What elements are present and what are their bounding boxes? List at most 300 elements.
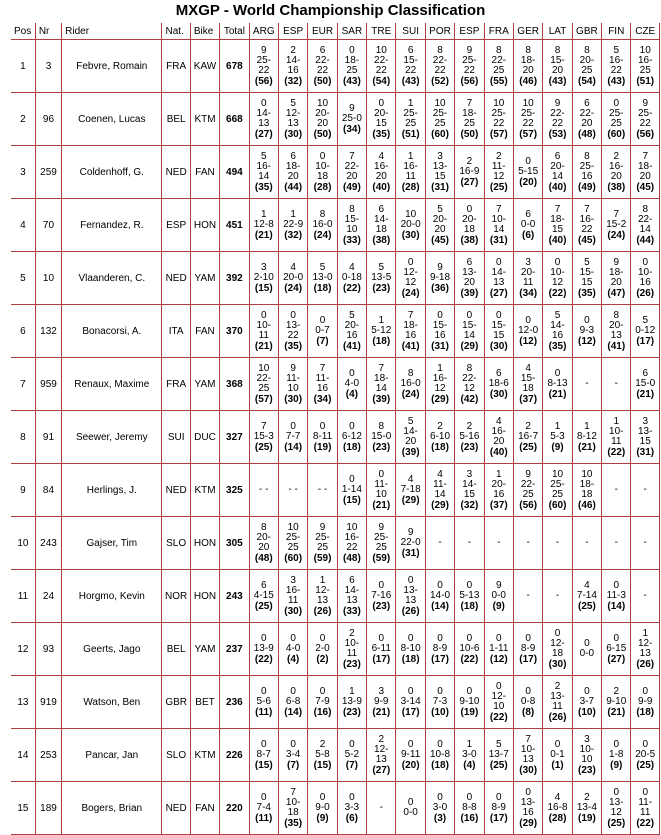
round-points-total: (22) [254, 653, 273, 665]
race-result-line: 22- [579, 107, 595, 119]
race-result-line: 16- [256, 160, 271, 172]
round-result-cell [484, 782, 513, 835]
race-result-line: 6 [584, 97, 590, 109]
round-result-cell [543, 517, 572, 570]
round-result-cell [631, 464, 660, 517]
rider-total-points: 368 [220, 358, 249, 411]
race-result-line: 0 [290, 309, 296, 321]
round-points-total: (17) [372, 653, 391, 665]
rider-bike: DUC [190, 411, 219, 464]
round-result-cell [249, 782, 278, 835]
round-result-cell [484, 358, 513, 411]
race-result-line: 0 [642, 256, 648, 268]
race-result-line: 0 [319, 632, 326, 644]
round-points-total: (38) [460, 234, 479, 246]
round-result-cell [572, 623, 601, 676]
table-row [11, 199, 660, 252]
race-result-line: 0 [378, 579, 385, 591]
race-result-line: 8-9 [432, 642, 448, 654]
round-result-cell [425, 411, 454, 464]
round-points-total: (9) [492, 600, 505, 612]
round-points-total: (32) [284, 75, 303, 87]
race-result-line: 6 [290, 150, 296, 162]
race-result-line: 3-7 [579, 695, 595, 707]
race-result-line: 13-9 [341, 695, 362, 707]
race-result-line: 25 [375, 541, 387, 553]
race-result-line: 5-13 [459, 589, 480, 601]
round-result-cell [278, 305, 307, 358]
race-result-line: 16- [344, 531, 360, 543]
round-points-total: (21) [254, 340, 273, 352]
race-result-line: 16- [491, 425, 506, 437]
header-round: ESP [278, 23, 307, 40]
rider-bike: FAN [190, 146, 219, 199]
race-result-line: 25 [551, 488, 564, 500]
round-points-total: (40) [548, 234, 567, 246]
round-points-total: (23) [342, 658, 361, 670]
race-result-line: 4 [437, 468, 443, 480]
round-points-total: (18) [313, 282, 332, 294]
round-points-total: (9) [610, 759, 623, 771]
round-points-total: (41) [401, 340, 420, 352]
round-points-total: (18) [431, 759, 449, 771]
race-result-line: 7-3 [432, 695, 448, 707]
round-points-total: (39) [372, 393, 391, 405]
race-result-line: 25- [374, 531, 389, 543]
round-result-cell [455, 146, 484, 199]
race-result-line: 0-0 [579, 648, 595, 659]
race-result-line: 22- [491, 54, 506, 66]
race-result-line: 20 [405, 435, 417, 447]
round-points-total: (39) [460, 287, 479, 299]
round-result-cell [513, 358, 542, 411]
rider-total-points: 392 [220, 252, 249, 305]
round-result-cell [572, 517, 601, 570]
race-result-line: 25- [609, 107, 624, 119]
header-nat: Nat. [162, 23, 190, 40]
race-result-line: 14 [463, 329, 475, 341]
table-row [11, 93, 660, 146]
round-result-cell [249, 40, 278, 93]
race-result-line: 18 [463, 223, 475, 235]
race-result-line: 22 [463, 64, 475, 76]
round-result-cell [572, 199, 601, 252]
race-result-line: 10 [493, 97, 505, 109]
race-result-line: 14 [375, 382, 387, 394]
round-result-cell [249, 570, 278, 623]
race-result-line: 10- [344, 637, 360, 649]
race-result-line: 15-3 [253, 430, 274, 442]
race-result-line: 0 [290, 685, 296, 697]
race-result-line: 7-9 [315, 695, 330, 707]
race-result-line: 10 [287, 521, 299, 533]
race-result-line: 1 [437, 362, 443, 374]
rider-position: 7 [11, 358, 35, 411]
round-result-cell [249, 146, 278, 199]
round-points-total: (26) [636, 658, 655, 670]
race-result-line: 25 [287, 541, 299, 553]
round-result-cell [308, 676, 337, 729]
race-result-line: 20 [581, 117, 593, 129]
race-result-line: - [526, 590, 530, 601]
round-points-total: (22) [489, 711, 508, 723]
race-result-line: 16- [374, 160, 389, 172]
round-points-total: (31) [489, 234, 508, 246]
round-points-total: (33) [342, 234, 361, 246]
race-result-line: 12 [405, 276, 417, 288]
round-points-total: (33) [342, 605, 361, 617]
race-result-line: 14- [403, 425, 418, 437]
round-points-total: (29) [431, 393, 449, 405]
round-result-cell [484, 570, 513, 623]
rider-position: 10 [11, 517, 35, 570]
race-result-line: 16 [639, 276, 651, 288]
race-result-line: 7-16 [371, 589, 392, 601]
round-result-cell [249, 623, 278, 676]
round-result-cell [513, 570, 542, 623]
race-result-line: 0 [437, 632, 443, 644]
round-result-cell [308, 305, 337, 358]
round-result-cell [572, 93, 601, 146]
round-result-cell [513, 517, 542, 570]
race-result-line: 25 [463, 117, 475, 129]
round-points-total: (51) [401, 128, 420, 140]
rider-name: Renaux, Maxime [62, 358, 162, 411]
rider-position: 13 [11, 676, 35, 729]
race-result-line: 4 [525, 362, 531, 374]
race-result-line: 1-11 [489, 642, 509, 654]
round-result-cell [249, 252, 278, 305]
round-result-cell [631, 146, 660, 199]
round-result-cell [278, 199, 307, 252]
race-result-line: 8-12 [576, 430, 597, 442]
race-result-line: 2-10 [253, 271, 274, 283]
race-result-line: 15 [551, 223, 564, 235]
round-result-cell [249, 729, 278, 782]
round-result-cell [543, 782, 572, 835]
race-result-line: 16 [551, 329, 564, 341]
race-result-line: 14- [285, 54, 301, 66]
race-result-line: 25- [403, 107, 418, 119]
race-result-line: 1 [349, 685, 355, 697]
race-result-line: 3-0 [432, 801, 448, 813]
header-round: POR [425, 23, 454, 40]
race-result-line: 1 [495, 468, 502, 480]
round-result-cell [602, 570, 631, 623]
race-result-line: 0 [642, 738, 648, 750]
race-result-line: 3-4 [285, 748, 301, 760]
race-result-line: 0-0 [520, 218, 536, 230]
round-result-cell [396, 729, 425, 782]
round-result-cell [602, 93, 631, 146]
race-result-line: 5 [613, 44, 620, 56]
race-result-line: 1 [554, 420, 561, 432]
round-result-cell [278, 464, 307, 517]
race-result-line: 10-8 [430, 748, 451, 760]
race-result-line: 3 [525, 256, 531, 268]
race-result-line: 10- [256, 319, 271, 331]
round-points-total: (21) [636, 388, 655, 400]
table-row [11, 40, 660, 93]
round-result-cell [367, 464, 396, 517]
round-points-total: (26) [548, 711, 567, 723]
round-points-total: (27) [489, 287, 508, 299]
rider-total-points: 236 [220, 676, 249, 729]
race-result-line: 7 [495, 203, 502, 215]
race-result-line: 20-0 [400, 218, 421, 230]
round-points-total: (46) [577, 499, 596, 511]
race-result-line: 6-15 [606, 642, 627, 654]
race-result-line: 10- [579, 743, 595, 755]
round-result-cell [425, 40, 454, 93]
race-result-line: 11- [491, 160, 506, 172]
race-result-line: 9-11 [401, 748, 421, 760]
round-result-cell [513, 782, 542, 835]
race-result-line: 11 [287, 594, 299, 606]
race-result-line: 15-0 [371, 430, 392, 442]
rider-nationality: GBR [162, 676, 190, 729]
race-result-line: 8 [584, 150, 590, 162]
round-result-cell [367, 676, 396, 729]
race-result-line: 5 [437, 203, 443, 215]
race-result-line: 3 [437, 150, 443, 162]
race-result-line: 22 [551, 117, 564, 129]
rider-total-points: 237 [220, 623, 249, 676]
round-points-total: (25) [636, 759, 655, 771]
race-result-line: 20- [344, 319, 360, 331]
race-result-line: 4 [349, 261, 355, 273]
race-result-line: 8 [378, 420, 385, 432]
race-result-line: 8 [525, 44, 531, 56]
round-result-cell [337, 782, 366, 835]
race-result-line: 22- [550, 107, 565, 119]
race-result-line: 5-12 [371, 324, 392, 336]
round-points-total: (17) [519, 653, 538, 665]
round-result-cell [367, 782, 396, 835]
round-points-total: (18) [636, 706, 655, 718]
race-result-line: 8 [437, 44, 443, 56]
rider-number: 3 [35, 40, 61, 93]
race-result-line: 13 [639, 647, 651, 659]
rider-name: Bogers, Brian [62, 782, 162, 835]
race-result-line: 20- [462, 213, 477, 225]
race-result-line: 14- [344, 584, 360, 596]
round-points-total: (21) [372, 499, 391, 511]
rider-nationality: SLO [162, 729, 190, 782]
round-result-cell [396, 146, 425, 199]
round-points-total: (45) [577, 234, 596, 246]
race-result-line: 13-5 [371, 271, 392, 283]
round-result-cell [278, 729, 307, 782]
race-result-line: 3-3 [344, 801, 360, 813]
round-result-cell [455, 252, 484, 305]
race-result-line: 10 [316, 97, 329, 109]
race-result-line: 9-3 [579, 324, 595, 336]
race-result-line: 22-0 [400, 536, 421, 548]
round-points-total: (18) [431, 441, 449, 453]
race-result-line: 2 [495, 150, 502, 162]
round-result-cell [602, 623, 631, 676]
race-result-line: 7 [642, 150, 648, 162]
race-result-line: 16- [609, 54, 624, 66]
race-result-line: 14- [550, 319, 565, 331]
round-points-total: (6) [522, 229, 535, 241]
race-result-line: 13 [287, 117, 299, 129]
race-result-line: 9 [525, 468, 531, 480]
race-result-line: 0 [466, 632, 473, 644]
race-result-line: 13 [522, 753, 534, 765]
race-result-line: 7-18 [400, 483, 421, 495]
race-result-line: 0 [349, 791, 355, 803]
race-result-line: 2 [554, 680, 561, 692]
race-result-line: 4 [290, 261, 296, 273]
rider-position: 15 [11, 782, 35, 835]
race-result-line: 18- [609, 266, 624, 278]
round-points-total: (23) [372, 600, 391, 612]
rider-number: 96 [35, 93, 61, 146]
race-result-line: 18- [520, 54, 536, 66]
round-result-cell [278, 782, 307, 835]
round-points-total: (59) [372, 552, 391, 564]
round-result-cell [455, 782, 484, 835]
round-points-total: (32) [284, 229, 303, 241]
race-result-line: 0 [407, 632, 414, 644]
round-points-total: (12) [489, 653, 508, 665]
round-result-cell [602, 517, 631, 570]
race-result-line: 3 [466, 468, 473, 480]
round-result-cell [308, 782, 337, 835]
round-points-total: (9) [316, 812, 329, 824]
header-total: Total [220, 23, 249, 40]
round-result-cell [367, 305, 396, 358]
round-points-total: (42) [460, 393, 479, 405]
race-result-line: 16 [581, 170, 593, 182]
race-result-line: - [438, 537, 442, 548]
race-result-line: 18 [316, 170, 329, 182]
round-points-total: (18) [401, 653, 420, 665]
race-result-line: 22 [405, 64, 417, 76]
race-result-line: 1 [466, 738, 473, 750]
round-result-cell [484, 729, 513, 782]
race-result-line: 9 [642, 97, 648, 109]
rider-name: Herlings, J. [62, 464, 162, 517]
race-result-line: 22- [520, 478, 536, 490]
race-result-line: 0 [378, 632, 385, 644]
round-result-cell [631, 305, 660, 358]
race-result-line: 15 [463, 488, 475, 500]
race-result-line: 12- [638, 637, 653, 649]
race-result-line: 16-0 [400, 377, 421, 389]
race-result-line: 3 [260, 261, 267, 273]
round-result-cell [337, 199, 366, 252]
round-points-total: (50) [460, 128, 479, 140]
rider-total-points: 451 [220, 199, 249, 252]
race-result-line: 11-3 [606, 589, 626, 601]
round-points-total: (35) [284, 817, 303, 829]
race-result-line: 25- [315, 531, 330, 543]
race-result-line: 14- [491, 266, 506, 278]
race-result-line: 9 [407, 526, 414, 538]
race-result-line: 2 [437, 420, 443, 432]
race-result-line: 0 [613, 738, 620, 750]
race-result-line: 0 [437, 791, 443, 803]
round-result-cell [602, 676, 631, 729]
race-result-line: - [614, 378, 618, 389]
race-result-line: 0 [466, 685, 473, 697]
round-result-cell [484, 411, 513, 464]
round-result-cell [337, 358, 366, 411]
race-result-line: 7 [319, 362, 326, 374]
race-result-line: 16- [285, 584, 301, 596]
race-result-line: 20- [315, 107, 330, 119]
race-result-line: 20- [609, 319, 624, 331]
race-result-line: 7 [407, 309, 414, 321]
round-result-cell [278, 358, 307, 411]
race-result-line: 13- [432, 160, 448, 172]
race-result-line: 16- [403, 160, 418, 172]
round-points-total: (35) [372, 128, 391, 140]
header-rider: Rider [62, 23, 162, 40]
race-result-line: 7-7 [285, 430, 301, 442]
round-points-total: (7) [316, 335, 329, 347]
round-result-cell [367, 93, 396, 146]
round-result-cell [425, 146, 454, 199]
rider-number: 259 [35, 146, 61, 199]
race-result-line: 0 [407, 256, 414, 268]
round-points-total: (50) [313, 75, 332, 87]
race-result-line: 0 [407, 797, 414, 808]
race-result-line: 22 [639, 117, 651, 129]
race-result-line: 5 [642, 314, 648, 326]
race-result-line: 9 [290, 362, 296, 374]
rider-bike: HON [190, 570, 219, 623]
rider-nationality: NED [162, 146, 190, 199]
race-result-line: 15-2 [606, 218, 627, 230]
round-points-total: (34) [342, 123, 361, 135]
round-result-cell [308, 464, 337, 517]
round-result-cell [425, 570, 454, 623]
round-result-cell [337, 411, 366, 464]
round-points-total: (40) [548, 181, 567, 193]
round-result-cell [367, 199, 396, 252]
round-result-cell [425, 252, 454, 305]
race-result-line: 9-0 [315, 801, 330, 813]
round-result-cell [602, 729, 631, 782]
race-result-line: 10- [285, 796, 301, 808]
race-result-line: 25 [639, 64, 651, 76]
race-result-line: 22 [287, 329, 299, 341]
round-points-total: (28) [401, 181, 420, 193]
round-points-total: (15) [342, 494, 361, 506]
header-round: ARG [249, 23, 278, 40]
round-result-cell [484, 517, 513, 570]
round-result-cell [602, 411, 631, 464]
race-result-line: 2 [290, 44, 296, 56]
round-result-cell [249, 517, 278, 570]
round-points-total: (31) [636, 446, 655, 458]
rider-nationality: FRA [162, 358, 190, 411]
rider-position: 3 [11, 146, 35, 199]
race-result-line: 2 [584, 791, 590, 803]
rider-bike: BET [190, 676, 219, 729]
race-result-line: 0 [437, 685, 443, 697]
race-result-line: 16 [493, 488, 505, 500]
race-result-line: - [643, 537, 647, 548]
race-result-line: 9 [466, 44, 473, 56]
race-result-line: 16-8 [547, 801, 568, 813]
race-result-line: 18- [638, 160, 653, 172]
race-result-line: 9-10 [459, 695, 480, 707]
